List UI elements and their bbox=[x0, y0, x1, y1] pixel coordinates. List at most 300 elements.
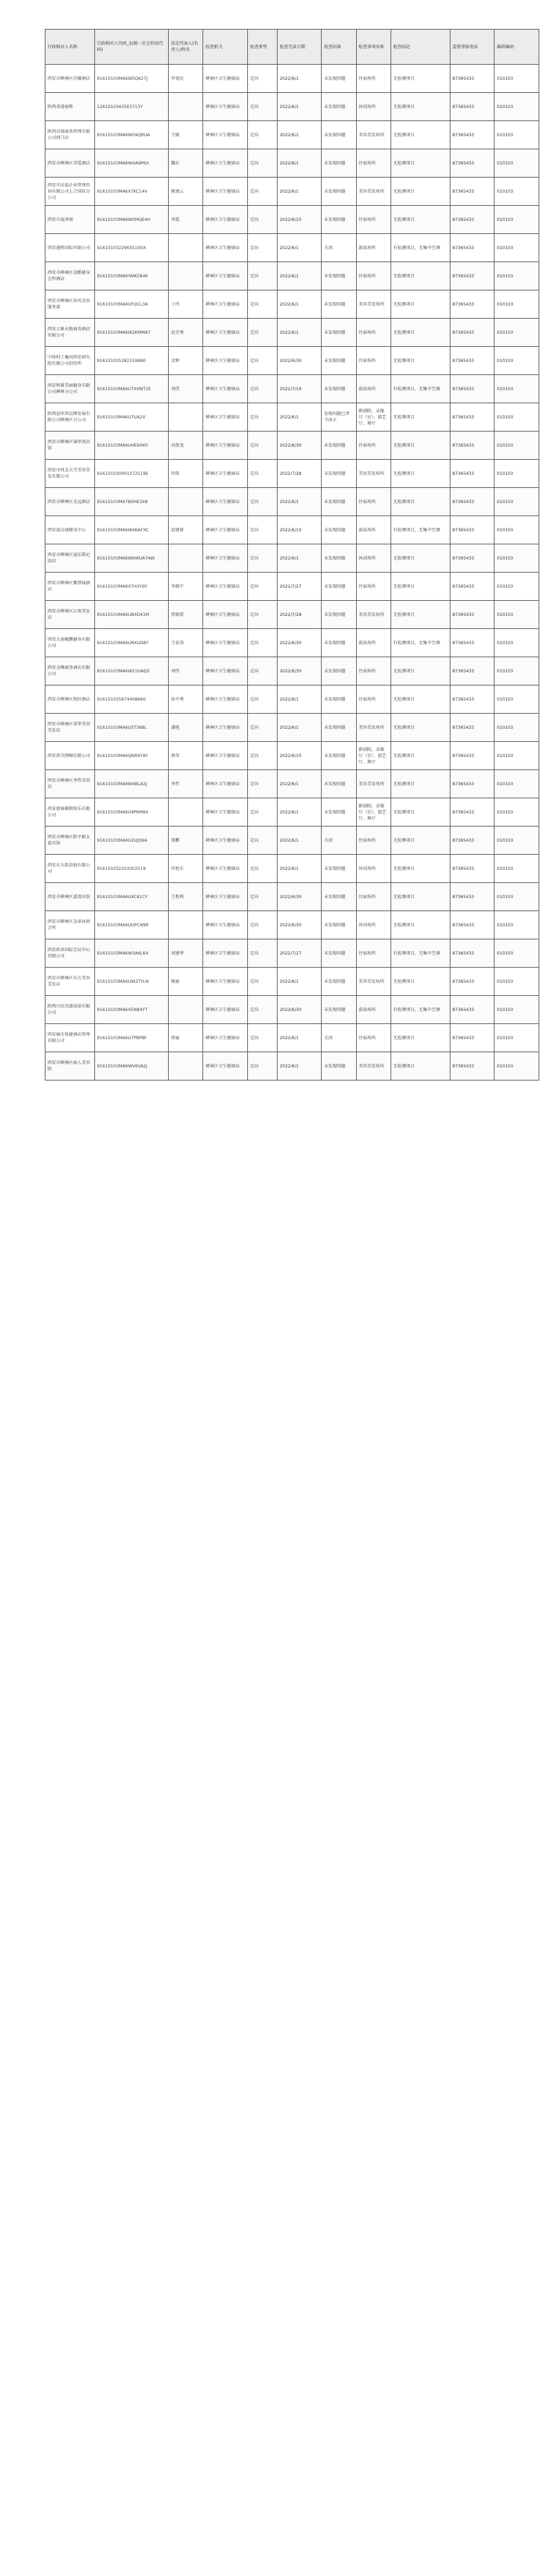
table-cell: 住宿场所 bbox=[356, 657, 391, 685]
table-cell: 碑林区卫生健康局 bbox=[203, 798, 248, 827]
table-cell: 沐浴场所 bbox=[356, 93, 391, 121]
table-cell: 定向 bbox=[247, 1024, 277, 1052]
table-cell: 未发现问题 bbox=[322, 714, 356, 742]
table-cell: 2022/6/1 bbox=[277, 685, 322, 714]
table-cell: 无检测项目 bbox=[391, 798, 450, 827]
table-cell: 87365433 bbox=[450, 516, 495, 544]
table-cell: 未发现问题 bbox=[322, 93, 356, 121]
table-cell: 住宿场所 bbox=[356, 488, 391, 516]
table-cell: 010103 bbox=[495, 798, 539, 827]
table-cell: 87365433 bbox=[450, 234, 495, 262]
table-cell: 定向 bbox=[247, 403, 277, 432]
table-cell: 无检测项目 bbox=[391, 290, 450, 319]
table-cell: 李哲 bbox=[169, 770, 203, 798]
table-cell: 87365433 bbox=[450, 855, 495, 883]
table-cell: 定向 bbox=[247, 1052, 277, 1081]
table-row bbox=[45, 375, 539, 403]
table-row bbox=[45, 290, 539, 319]
table-cell: 未发现问题 bbox=[322, 290, 356, 319]
table-row bbox=[45, 93, 539, 121]
table-cell: 010103 bbox=[495, 629, 539, 657]
table-cell: 碑林区卫生健康局 bbox=[203, 488, 248, 516]
table-cell: 87365433 bbox=[450, 347, 495, 375]
table-cell: 碑林区卫生健康局 bbox=[203, 742, 248, 770]
table-cell: 西安市碑林区洋藤酒店 bbox=[45, 65, 95, 93]
table-cell: 未发现问题 bbox=[322, 629, 356, 657]
table-row bbox=[45, 403, 539, 432]
table-cell: 西安市西北大学美容美发有限公司 bbox=[45, 460, 95, 488]
table-cell: 87365433 bbox=[450, 827, 495, 855]
table-cell: 碑林区卫生健康局 bbox=[203, 601, 248, 629]
table-cell: 西安万象天地商务酒店有限公司 bbox=[45, 319, 95, 347]
table-cell: 87365433 bbox=[450, 206, 495, 234]
table-cell: 无检测项目 bbox=[391, 149, 450, 178]
table-cell: 无检测项目 bbox=[391, 657, 450, 685]
table-cell: 碑林区卫生健康局 bbox=[203, 319, 248, 347]
table-cell: 87365433 bbox=[450, 770, 495, 798]
table-cell: 87365433 bbox=[450, 996, 495, 1024]
table-cell: 碑林区卫生健康局 bbox=[203, 714, 248, 742]
table-cell: 定向 bbox=[247, 93, 277, 121]
table-cell: 王胜利 bbox=[169, 883, 203, 911]
table-cell: 碑林区卫生健康局 bbox=[203, 770, 248, 798]
table-cell: 定向 bbox=[247, 657, 277, 685]
table-row bbox=[45, 996, 539, 1024]
table-cell bbox=[169, 93, 203, 121]
table-row bbox=[45, 488, 539, 516]
table-cell: 010103 bbox=[495, 206, 539, 234]
table-row bbox=[45, 911, 539, 939]
table-row bbox=[45, 206, 539, 234]
table-cell: 010103 bbox=[495, 911, 539, 939]
header-cell: 检查完成日期 bbox=[277, 30, 322, 65]
table-cell: 91610103MA6U7UA2V bbox=[94, 403, 169, 432]
table-cell: 碑林区卫生健康局 bbox=[203, 939, 248, 968]
table-cell: 87365433 bbox=[450, 262, 495, 290]
table-cell: 美容美发场所 bbox=[356, 178, 391, 206]
table-row bbox=[45, 798, 539, 827]
table-cell: 碑林区卫生健康局 bbox=[203, 432, 248, 460]
table-cell: 010103 bbox=[495, 714, 539, 742]
table-cell: 西安和圆美丽健身有限公司碑林分公司 bbox=[45, 375, 95, 403]
table-cell: 010103 bbox=[495, 93, 539, 121]
table-cell: 定向 bbox=[247, 460, 277, 488]
table-cell: 未发现问题 bbox=[322, 996, 356, 1024]
table-cell: 87365433 bbox=[450, 1052, 495, 1081]
table-cell: 西安通程国际有限公司 bbox=[45, 234, 95, 262]
table-cell: 有检测项目，无集中空调 bbox=[391, 234, 450, 262]
table-cell: 王晓 bbox=[169, 121, 203, 149]
table-cell: 定向 bbox=[247, 827, 277, 855]
table-row bbox=[45, 1052, 539, 1081]
table-cell: 未发现问题 bbox=[322, 375, 356, 403]
table-cell: 定向 bbox=[247, 432, 277, 460]
table-cell: 碑林区卫生健康局 bbox=[203, 996, 248, 1024]
table-cell bbox=[169, 996, 203, 1024]
table-cell: 2022/6/30 bbox=[277, 883, 322, 911]
table-row bbox=[45, 855, 539, 883]
table-cell: 87365433 bbox=[450, 375, 495, 403]
inspection-table-sheet bbox=[45, 29, 539, 1081]
table-cell: 贾晓雷 bbox=[169, 601, 203, 629]
table-cell: 关闭 bbox=[322, 234, 356, 262]
table-cell bbox=[169, 262, 203, 290]
table-cell: 西安新城棋牌娱乐有限公司 bbox=[45, 798, 95, 827]
table-cell: 刘伟 bbox=[169, 657, 203, 685]
table-cell: 无检测项目 bbox=[391, 911, 450, 939]
table-cell: 2022/6/1 bbox=[277, 714, 322, 742]
table-cell: 有检测项目，无集中空调 bbox=[391, 629, 450, 657]
table-cell: 影剧院、录像厅（室）、游艺厅、舞厅 bbox=[356, 798, 391, 827]
table-cell: 91610103MA6UGPCN9R bbox=[94, 911, 169, 939]
table-cell: 2022/6/30 bbox=[277, 996, 322, 1024]
table-row bbox=[45, 319, 539, 347]
table-cell: 李晓宁 bbox=[169, 573, 203, 601]
table-cell: 定向 bbox=[247, 178, 277, 206]
table-cell: 2022/6/30 bbox=[277, 657, 322, 685]
table-cell: 87365433 bbox=[450, 601, 495, 629]
table-cell: 发现问题已责令改正 bbox=[322, 403, 356, 432]
header-cell: 行政相对人代码_1(统一社会信用代码) bbox=[94, 30, 169, 65]
header-cell: 检查类型 bbox=[247, 30, 277, 65]
table-cell: 沐浴场所 bbox=[356, 544, 391, 573]
table-cell: 010103 bbox=[495, 657, 539, 685]
table-cell: 未发现问题 bbox=[322, 544, 356, 573]
table-cell: 美容美发场所 bbox=[356, 714, 391, 742]
table-cell: 住宿场所 bbox=[356, 347, 391, 375]
table-cell: 2022/6/1 bbox=[277, 93, 322, 121]
table-cell: 侯中秀 bbox=[169, 685, 203, 714]
table-cell: 2022/7/19 bbox=[277, 375, 322, 403]
table-cell: 87365433 bbox=[450, 93, 495, 121]
table-cell: 定向 bbox=[247, 685, 277, 714]
table-cell: 2022/7/28 bbox=[277, 601, 322, 629]
header-cell: 行政相对人名称 bbox=[45, 30, 95, 65]
table-cell: 碑林区卫生健康局 bbox=[203, 375, 248, 403]
table-cell: 游泳场所 bbox=[356, 996, 391, 1024]
table-row bbox=[45, 347, 539, 375]
table-row bbox=[45, 714, 539, 742]
table-cell: 916101032203302519 bbox=[94, 855, 169, 883]
table-cell: 未发现问题 bbox=[322, 65, 356, 93]
table-cell: 有检测项目，无集中空调 bbox=[391, 516, 450, 544]
table-cell: 未发现问题 bbox=[322, 178, 356, 206]
table-cell: 游泳场所 bbox=[356, 629, 391, 657]
header-cell: 监督举报电话 bbox=[450, 30, 495, 65]
table-cell: 010103 bbox=[495, 544, 539, 573]
table-cell: 杨丽 bbox=[169, 968, 203, 996]
table-cell: 87365433 bbox=[450, 319, 495, 347]
table-cell: 010103 bbox=[495, 1024, 539, 1052]
table-cell: 定向 bbox=[247, 488, 277, 516]
table-cell: 010103 bbox=[495, 65, 539, 93]
table-cell: 碑林区卫生健康局 bbox=[203, 544, 248, 573]
table-cell: 碑林区卫生健康局 bbox=[203, 206, 248, 234]
table-cell: 2022/6/1 bbox=[277, 403, 322, 432]
table-cell: 陕西省漫宿栋 bbox=[45, 93, 95, 121]
table-cell: 定向 bbox=[247, 968, 277, 996]
table-cell: 2022/7/27 bbox=[277, 573, 322, 601]
table-cell: 010103 bbox=[495, 516, 539, 544]
table-cell: 陕西兴庆宫游泳馆有限公司 bbox=[45, 996, 95, 1024]
table-header bbox=[45, 30, 539, 65]
table-cell: 西安市碑林区悦轩酒店 bbox=[45, 685, 95, 714]
table-cell: 87365433 bbox=[450, 65, 495, 93]
table-cell: 未发现问题 bbox=[322, 883, 356, 911]
table-cell: 91610103MA6X7H3Y9Y bbox=[94, 573, 169, 601]
table-cell: 无检测项目 bbox=[391, 883, 450, 911]
table-cell: 2022/7/27 bbox=[277, 939, 322, 968]
table-cell: 91610103MA6W21HAQ5 bbox=[94, 657, 169, 685]
table-cell: 无检测项目 bbox=[391, 1052, 450, 1081]
table-cell: 影剧院、录像厅（室）、游艺厅、舞厅 bbox=[356, 742, 391, 770]
table-cell: 定向 bbox=[247, 883, 277, 911]
table-row bbox=[45, 629, 539, 657]
table-cell: 碑林区卫生健康局 bbox=[203, 262, 248, 290]
table-cell: 未发现问题 bbox=[322, 770, 356, 798]
table-cell: 91610103MA6UHE9XK0 bbox=[94, 432, 169, 460]
table-cell: 美容美发场所 bbox=[356, 121, 391, 149]
table-cell: 未发现问题 bbox=[322, 798, 356, 827]
table-cell: 未发现问题 bbox=[322, 911, 356, 939]
table-cell: 91610103MA6QNR9Y8Y bbox=[94, 742, 169, 770]
table-cell: 2022/6/1 bbox=[277, 178, 322, 206]
table-cell: 住宿场所 bbox=[356, 206, 391, 234]
table-cell: 010103 bbox=[495, 178, 539, 206]
table-cell: 定向 bbox=[247, 234, 277, 262]
table-cell bbox=[169, 1052, 203, 1081]
table-cell: 2022/6/1 bbox=[277, 149, 322, 178]
table-cell: 住宿场所 bbox=[356, 685, 391, 714]
table-cell bbox=[169, 798, 203, 827]
table-cell: 游泳场所 bbox=[356, 516, 391, 544]
table-cell: 西安市碑林区沐风美容服务部 bbox=[45, 290, 95, 319]
table-cell: 西安大唐鲲鹏健身有限公司 bbox=[45, 629, 95, 657]
table-cell: 碑林区卫生健康局 bbox=[203, 685, 248, 714]
table-cell: 916101035282159880 bbox=[94, 347, 169, 375]
table-cell: 87365433 bbox=[450, 460, 495, 488]
table-cell: 010103 bbox=[495, 375, 539, 403]
table-cell: 西安市碑林区江南美发店 bbox=[45, 601, 95, 629]
table-cell: 美容美发场所 bbox=[356, 290, 391, 319]
table-cell: 010103 bbox=[495, 573, 539, 601]
table-cell: 无检测项目 bbox=[391, 855, 450, 883]
table-cell: 010103 bbox=[495, 460, 539, 488]
table-cell: 无检测项目 bbox=[391, 319, 450, 347]
table-cell: 91610103MA6W5Q627J bbox=[94, 65, 169, 93]
table-cell: 010103 bbox=[495, 770, 539, 798]
table-cell: 西安市碑林区荣爱酒店 bbox=[45, 149, 95, 178]
table-cell: 定向 bbox=[247, 65, 277, 93]
table-cell: 陕西君瑞商务管理有限公司西门店 bbox=[45, 121, 95, 149]
table-cell: 010103 bbox=[495, 319, 539, 347]
table-cell: 未发现问题 bbox=[322, 939, 356, 968]
table-cell: 未发现问题 bbox=[322, 855, 356, 883]
table-cell: 91610103MA6UXC81CY bbox=[94, 883, 169, 911]
table-cell: 西安市碑林区东方美容美发店 bbox=[45, 968, 95, 996]
table-cell: 定向 bbox=[247, 573, 277, 601]
table-cell: 2022/6/1 bbox=[277, 855, 322, 883]
table-cell: 定向 bbox=[247, 601, 277, 629]
table-cell: 87365433 bbox=[450, 939, 495, 968]
header-cell: 检查事项名称 bbox=[356, 30, 391, 65]
table-cell: 010103 bbox=[495, 996, 539, 1024]
table-cell: 2022/6/10 bbox=[277, 516, 322, 544]
header-cell: 法定代表人(负责人)姓名 bbox=[169, 30, 203, 65]
table-cell: 住宿场所 bbox=[356, 939, 391, 968]
table-cell: 李霞 bbox=[169, 206, 203, 234]
table-cell: 住宿场所 bbox=[356, 827, 391, 855]
table-cell: 91610103MA7B0HE3X8 bbox=[94, 488, 169, 516]
table-cell: 碑林区卫生健康局 bbox=[203, 460, 248, 488]
table-row bbox=[45, 65, 539, 93]
table-cell: 无检测项目 bbox=[391, 432, 450, 460]
table-cell: 西安市碑林区和平路友谊宾馆 bbox=[45, 827, 95, 855]
table-cell: 定向 bbox=[247, 516, 277, 544]
table-cell: 87365433 bbox=[450, 685, 495, 714]
table-row bbox=[45, 262, 539, 290]
table-cell: 定向 bbox=[247, 996, 277, 1024]
table-cell: 罗更民 bbox=[169, 65, 203, 93]
table-cell: 丁玲 bbox=[169, 290, 203, 319]
table-cell: 无检测项目 bbox=[391, 206, 450, 234]
table-cell: 西安市碑林区李哲美容店 bbox=[45, 770, 95, 798]
table-cell: 定向 bbox=[247, 911, 277, 939]
table-cell: 未发现问题 bbox=[322, 601, 356, 629]
table-cell: 91610103MA6W2KMMA7 bbox=[94, 319, 169, 347]
table-cell: 住宿场所 bbox=[356, 65, 391, 93]
table-cell: 定向 bbox=[247, 290, 277, 319]
table-cell: 010103 bbox=[495, 234, 539, 262]
table-cell: 西安市碑林区锦华苑宾馆 bbox=[45, 432, 95, 460]
table-cell: 87365433 bbox=[450, 657, 495, 685]
table-cell: 碑林区卫生健康局 bbox=[203, 93, 248, 121]
table-cell: 87365433 bbox=[450, 968, 495, 996]
table-cell: 未发现问题 bbox=[322, 347, 356, 375]
table-cell: 碑林区卫生健康局 bbox=[203, 234, 248, 262]
table-cell: 定向 bbox=[247, 798, 277, 827]
table-cell: 010103 bbox=[495, 121, 539, 149]
table-row bbox=[45, 883, 539, 911]
table-cell: 西安市碑林区蓝湾宾馆 bbox=[45, 883, 95, 911]
table-cell: 碑林区卫生健康局 bbox=[203, 149, 248, 178]
table-cell: 西安市碑林区丽人美容院 bbox=[45, 1052, 95, 1081]
table-cell: 91610103MA6W4BAFXC bbox=[94, 516, 169, 544]
table-cell: 010103 bbox=[495, 968, 539, 996]
table-row bbox=[45, 601, 539, 629]
table-cell: 87365433 bbox=[450, 432, 495, 460]
table-cell: 定向 bbox=[247, 206, 277, 234]
table-cell: 87365433 bbox=[450, 1024, 495, 1052]
table-cell: 91610103MA6W0MQE4H bbox=[94, 206, 169, 234]
table-cell: 西安福贞康健身中心 bbox=[45, 516, 95, 544]
table-cell: 2022/6/1 bbox=[277, 488, 322, 516]
table-cell: 91610103MA6WXA9P6X bbox=[94, 149, 169, 178]
table-cell: 未发现问题 bbox=[322, 968, 356, 996]
table-cell: 美容美发场所 bbox=[356, 968, 391, 996]
table-cell: 无检测项目 bbox=[391, 827, 450, 855]
table-cell: 010103 bbox=[495, 855, 539, 883]
table-cell: 87365433 bbox=[450, 544, 495, 573]
table-cell: 010103 bbox=[495, 685, 539, 714]
table-cell: 010103 bbox=[495, 262, 539, 290]
table-row bbox=[45, 178, 539, 206]
table-cell: 住宿场所 bbox=[356, 1024, 391, 1052]
table-row bbox=[45, 1024, 539, 1052]
table-cell: 无检测项目 bbox=[391, 714, 450, 742]
table-cell: 游泳场所 bbox=[356, 234, 391, 262]
table-cell: 916101030001372519E bbox=[94, 460, 169, 488]
table-cell: 未发现问题 bbox=[322, 573, 356, 601]
table-cell: 2022/6/1 bbox=[277, 290, 322, 319]
table-row bbox=[45, 657, 539, 685]
table-cell: 2022/6/1 bbox=[277, 319, 322, 347]
table-cell: 碑林区卫生健康局 bbox=[203, 855, 248, 883]
table-cell: 定向 bbox=[247, 939, 277, 968]
table-cell: 西安市碑林区紫禁城酒店 bbox=[45, 573, 95, 601]
inspection-table bbox=[45, 29, 539, 1081]
table-cell: 2022/6/10 bbox=[277, 206, 322, 234]
table-body bbox=[45, 65, 539, 1081]
table-cell: 未发现问题 bbox=[322, 657, 356, 685]
table-cell: 010103 bbox=[495, 488, 539, 516]
table-cell: 91610103MA6W59QRUA bbox=[94, 121, 169, 149]
table-row bbox=[45, 827, 539, 855]
table-cell: 87365433 bbox=[450, 883, 495, 911]
table-cell: 010103 bbox=[495, 1052, 539, 1081]
table-cell: 定向 bbox=[247, 544, 277, 573]
table-cell: 87365433 bbox=[450, 290, 495, 319]
table-cell: 影剧院、录像厅（室）、游艺厅、舞厅 bbox=[356, 403, 391, 432]
table-cell bbox=[169, 911, 203, 939]
table-cell: 美容美发场所 bbox=[356, 1052, 391, 1081]
table-cell: 87365433 bbox=[450, 149, 495, 178]
table-cell: 91610103MA6UTXHNT2E bbox=[94, 375, 169, 403]
table-cell: 碑林区卫生健康局 bbox=[203, 121, 248, 149]
table-cell: 87365433 bbox=[450, 714, 495, 742]
table-cell: 西安市碑林区喜酷健身会所酒店 bbox=[45, 262, 95, 290]
header-cell: 检查结论 bbox=[391, 30, 450, 65]
table-cell: 未发现问题 bbox=[322, 685, 356, 714]
table-cell: 2022/6/1 bbox=[277, 968, 322, 996]
table-cell: 87365433 bbox=[450, 178, 495, 206]
table-cell: 无检测项目 bbox=[391, 770, 450, 798]
table-cell: 010103 bbox=[495, 432, 539, 460]
table-cell: 无检测项目 bbox=[391, 1024, 450, 1052]
table-cell: 010103 bbox=[495, 827, 539, 855]
table-row bbox=[45, 149, 539, 178]
table-cell: 郑鹏 bbox=[169, 827, 203, 855]
table-cell: 赵建新 bbox=[169, 516, 203, 544]
table-cell: 住宿场所 bbox=[356, 432, 391, 460]
table-cell: 2022/6/1 bbox=[277, 544, 322, 573]
table-cell: 12610103435E3713Y bbox=[94, 93, 169, 121]
table-cell: 西安市民福企业管理咨询有限公司上合国际分公司 bbox=[45, 178, 95, 206]
table-cell bbox=[169, 403, 203, 432]
table-cell: 无检测项目 bbox=[391, 93, 450, 121]
table-row bbox=[45, 121, 539, 149]
table-cell: 91610103MA6YAMZ846 bbox=[94, 262, 169, 290]
table-cell: 010103 bbox=[495, 939, 539, 968]
table-cell: 西安金樽商务酒店有限公司 bbox=[45, 657, 95, 685]
table-cell: 010103 bbox=[495, 403, 539, 432]
table-cell: 91610103MA6URXUD8Y bbox=[94, 629, 169, 657]
table-cell: 2022/6/1 bbox=[277, 121, 322, 149]
table-cell: 916101035674408660 bbox=[94, 685, 169, 714]
table-cell: 西安市碑林区光远酒店 bbox=[45, 488, 95, 516]
table-cell: 2022/6/30 bbox=[277, 911, 322, 939]
table-cell: 西安雷音网咖有限公司 bbox=[45, 742, 95, 770]
